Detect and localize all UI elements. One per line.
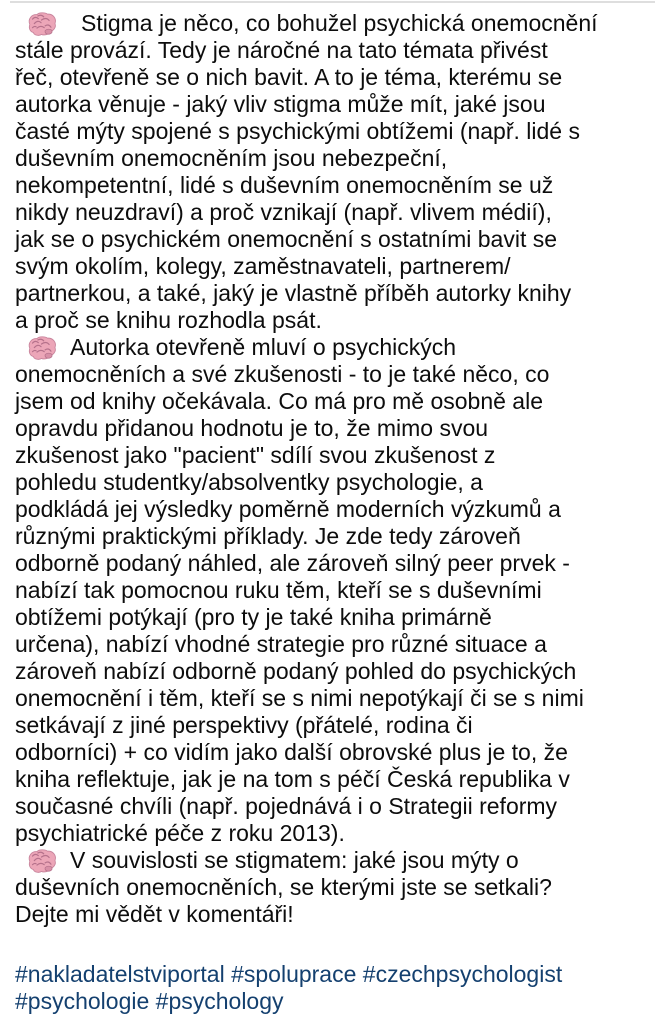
caption-text: stále provází. Tedy je náročné na tato témata přivést	[15, 37, 548, 63]
caption-text: nabízí tak pomocnou ruku těm, kteří se s duševními	[15, 577, 542, 603]
caption-line	[15, 631, 655, 658]
caption-text: nikdy neuzdraví) a proč vznikají (např. vlivem médií),	[15, 199, 552, 225]
caption-text: podkládá jej výsledky poměrně moderních výzkumů a	[15, 496, 561, 522]
caption-line	[15, 901, 655, 928]
caption-text: obtížemi potýkají (pro ty je také kniha primárně	[15, 604, 492, 630]
caption-line	[15, 64, 655, 91]
caption-text: odborně podaný náhled, ale zároveň silný peer prvek -	[15, 550, 570, 576]
caption-line	[15, 442, 655, 469]
caption-line	[15, 820, 655, 847]
caption-text: duševním onemocněním jsou nebezpeční,	[15, 145, 448, 171]
caption-line	[15, 550, 655, 577]
hashtag-line	[15, 988, 655, 1015]
caption-text: časté mýty spojené s psychickými obtížemi (např. lidé s	[15, 118, 580, 144]
caption-text: pohledu studentky/absolventky psychologie, a	[15, 469, 483, 495]
caption-text: řeč, otevřeně se o nich bavit. A to je téma, kterému se	[15, 64, 563, 90]
caption-line	[15, 469, 655, 496]
caption-line	[15, 91, 655, 118]
caption-line	[15, 37, 655, 64]
caption-line	[15, 388, 655, 415]
caption-text: určena), nabízí vhodné strategie pro různé situace a	[15, 631, 547, 657]
brain-emoji-icon	[25, 11, 58, 38]
hashtag-block	[15, 961, 655, 1015]
caption-text: jak se o psychickém onemocnění s ostatními bavit se	[15, 226, 558, 252]
caption-line	[15, 874, 655, 901]
caption-paragraphs	[15, 10, 655, 928]
caption-line	[15, 334, 655, 361]
caption-line	[15, 415, 655, 442]
caption-line	[15, 118, 655, 145]
caption-line	[15, 793, 655, 820]
caption-line	[15, 199, 655, 226]
caption-line	[15, 685, 655, 712]
top-divider	[10, 1, 655, 3]
caption-line	[15, 145, 655, 172]
hashtag-link[interactable]: #psychology	[155, 988, 284, 1014]
caption-line	[15, 712, 655, 739]
caption-text: Dejte mi vědět v komentáři!	[15, 901, 294, 927]
caption-text: nekompetentní, lidé s duševním onemocněním se už	[15, 172, 554, 198]
brain-emoji-icon	[25, 848, 58, 875]
caption-text: psychiatrické péče z roku 2013).	[15, 820, 345, 846]
caption-text: současné chvíli (např. pojednává i o Strategii reformy	[15, 793, 558, 819]
caption-text: autorka věnuje - jaký vliv stigma může mít, jaké jsou	[15, 91, 546, 117]
caption-line	[15, 577, 655, 604]
caption-paragraph	[15, 10, 655, 334]
caption-text: partnerkou, a také, jaký je vlastně příběh autorky knihy	[15, 280, 572, 306]
caption-text: setkávají z jiné perspektivy (přátelé, rodina či	[15, 712, 473, 738]
hashtag-line	[15, 961, 655, 988]
caption-text: duševních onemocněních, se kterými jste se setkali?	[15, 874, 552, 900]
caption-line	[15, 361, 655, 388]
caption-text: onemocnění i těm, kteří se s nimi nepotýkají či se s nimi	[15, 685, 584, 711]
caption-text: různými praktickými příklady. Je zde tedy zároveň	[15, 523, 521, 549]
caption-text: jsem od knihy očekávala. Co má pro mě osobně ale	[15, 388, 544, 414]
caption-line	[15, 604, 655, 631]
caption-line	[15, 496, 655, 523]
caption-line	[15, 226, 655, 253]
caption-line	[15, 307, 655, 334]
caption-line	[15, 766, 655, 793]
hashtag-link[interactable]: #psychologie	[15, 988, 150, 1014]
caption-text: a proč se knihu rozhodla psát.	[15, 307, 322, 333]
caption-line	[15, 658, 655, 685]
caption-text: odborníci) + co vidím jako další obrovské plus je to, že	[15, 739, 568, 765]
hashtag-link[interactable]: #czechpsychologist	[362, 961, 563, 987]
caption-text: zároveň nabízí odborně podaný pohled do psychických	[15, 658, 577, 684]
caption-line	[15, 523, 655, 550]
caption-text: opravdu přidanou hodnotu je to, že mimo svou	[15, 415, 489, 441]
caption-paragraph	[15, 847, 655, 928]
caption-line	[15, 739, 655, 766]
caption-text: Stigma je něco, co bohužel psychická onemocnění	[81, 10, 598, 36]
caption-line	[15, 847, 655, 874]
caption-text: kniha reflektuje, jak je na tom s péčí Česká republika v	[15, 766, 570, 792]
caption-paragraph	[15, 334, 655, 847]
hashtag-link[interactable]: #nakladatelstviportal	[15, 961, 225, 987]
caption-line	[15, 280, 655, 307]
caption-line	[15, 10, 655, 37]
caption-text: onemocněních a své zkušenosti - to je také něco, co	[15, 361, 550, 387]
caption-text: V souvislosti se stigmatem: jaké jsou mýty o	[70, 847, 519, 873]
caption-text: Autorka otevřeně mluví o psychických	[70, 334, 457, 360]
caption-line	[15, 172, 655, 199]
hashtag-link[interactable]: #spoluprace	[231, 961, 357, 987]
caption-line	[15, 253, 655, 280]
caption-text: zkušenost jako "pacient" sdílí svou zkušenost z	[15, 442, 496, 468]
caption-text: svým okolím, kolegy, zaměstnavateli, partnerem/	[15, 253, 511, 279]
brain-emoji-icon	[25, 335, 58, 362]
